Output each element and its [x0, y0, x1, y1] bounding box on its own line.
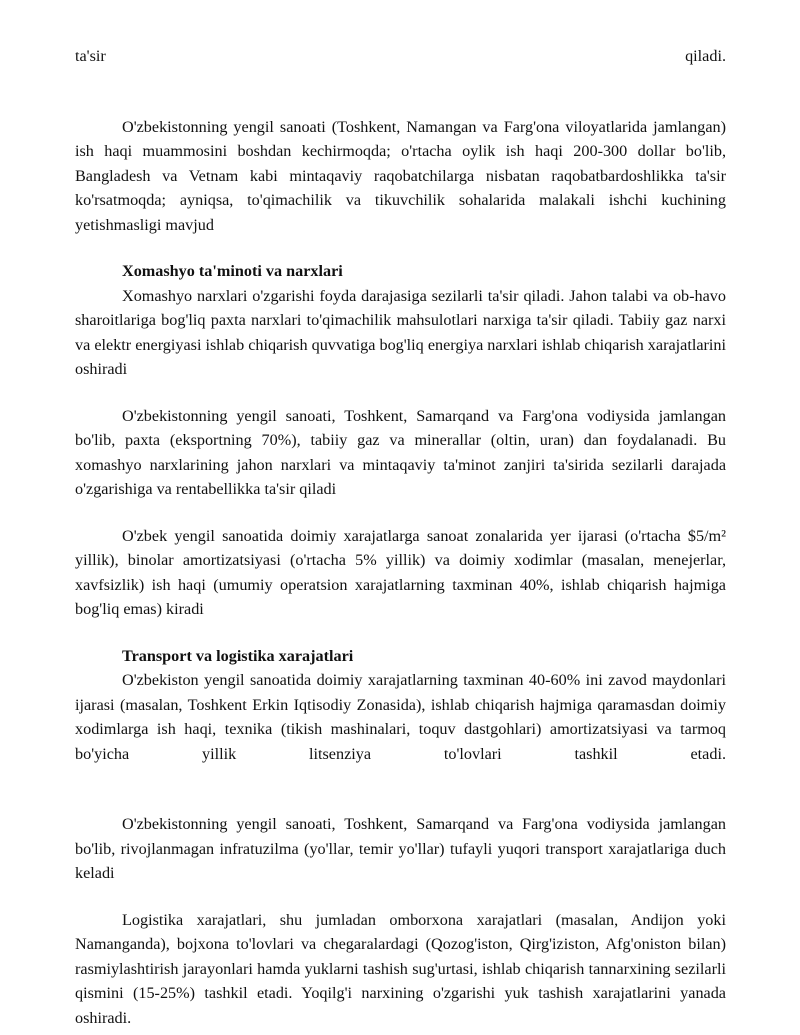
- paragraph-raw-material-prices: Xomashyo narxlari o'zgarishi foyda darajasiga sezilarli ta'sir qiladi. Jahon talabi va ob-havo sharoitlariga bog'liq paxta narxlari to'qimachilik mahsulotlari narxiga ta'sir qiladi. Tabiiy gaz narxi va elektr energiyasi ishlab chiqarish quvvatiga bog'liq energiya narxlari ishlab chiqarish xarajatlarini oshiradi: [75, 286, 726, 378]
- heading-transport-logistics: Transport va logistika xarajatlari: [122, 646, 354, 665]
- paragraph-wages: O'zbekistonning yengil sanoati (Toshkent, Namangan va Farg'ona viloyatlarida jamlangan) ish haqi muammosini boshdan kechirmoqda; o'rtacha oylik ish haqi 200-300 dollar bo'lib, Bangladesh va Vetnam kabi mintaqaviy raqobatchilarga nisbatan raqobatbardoshlikka ta'sir ko'rsatmoqda; ayniqsa, to'qimachilik va tikuvchilik sohalarida malakali ishchi kuchining yetishmasligi mavjud: [75, 117, 726, 234]
- paragraph-fixed-costs: O'zbek yengil sanoatida doimiy xarajatlarga sanoat zonalarida yer ijarasi (o'rtacha $5/m² yillik), binolar amortizatsiyasi (o'rtacha 5% yillik) va doimiy xodimlar (masalan, menejerlar, xavfsizlik) ish haqi (umumiy operatsion xarajatlarning taxminan 40%, ishlab chiqarish hajmiga bog'liq emas) kiradi: [75, 526, 726, 618]
- continuation-line: ta'sir qiladi.: [75, 47, 726, 65]
- paragraph-transport-infrastructure: O'zbekistonning yengil sanoati, Toshkent, Samarqand va Farg'ona vodiysida jamlangan bo'lib, rivojlanmagan infratuzilma (yo'llar, temir yo'llar) tufayli yuqori transport xarajatlariga duch keladi: [75, 815, 726, 882]
- paragraph-regional-resources: O'zbekistonning yengil sanoati, Toshkent, Samarqand va Farg'ona vodiysida jamlangan bo'lib, paxta (eksportning 70%), tabiiy gaz va minerallar (oltin, uran) dan foydalanadi. Bu xomashyo narxlarining jahon narxlari va mintaqaviy ta'minot zanjiri ta'sirida sezilarli darajada o'zgarishiga va rentabellikka ta'sir qiladi: [75, 406, 726, 498]
- paragraph-fixed-cost-share: O'zbekiston yengil sanoatida doimiy xarajatlarning taxminan 40-60% ini zavod maydonlari ijarasi (masalan, Toshkent Erkin Iqtisodiy Zonasida), ishlab chiqarish hajmiga qaramasdan doimiy xodimlarga ish haqi, texnika (tikish mashinalari, toquv dastgohlari) amortizatsiyasi va tarmoq bo'yicha yillik litsenziya to'lovlari tashkil etadi.: [75, 671, 726, 763]
- paragraph-logistics-costs: Logistika xarajatlari, shu jumladan omborxona xarajatlari (masalan, Andijon yoki Namanganda), bojxona to'lovlari va chegaralardagi (Qozog'iston, Qirg'iziston, Afg'oniston bilan) rasmiylashtirish jarayonlari hamda yuklarni tashish sug'urtasi, ishlab chiqarish tannarxining sezilarli qismini (15-25%) tashkil etadi. Yoqilg'i narxining o'zgarishi yuk tashish xarajatlarini yanada oshiradi.: [75, 910, 726, 1027]
- heading-raw-materials: Xomashyo ta'minoti va narxlari: [122, 262, 343, 280]
